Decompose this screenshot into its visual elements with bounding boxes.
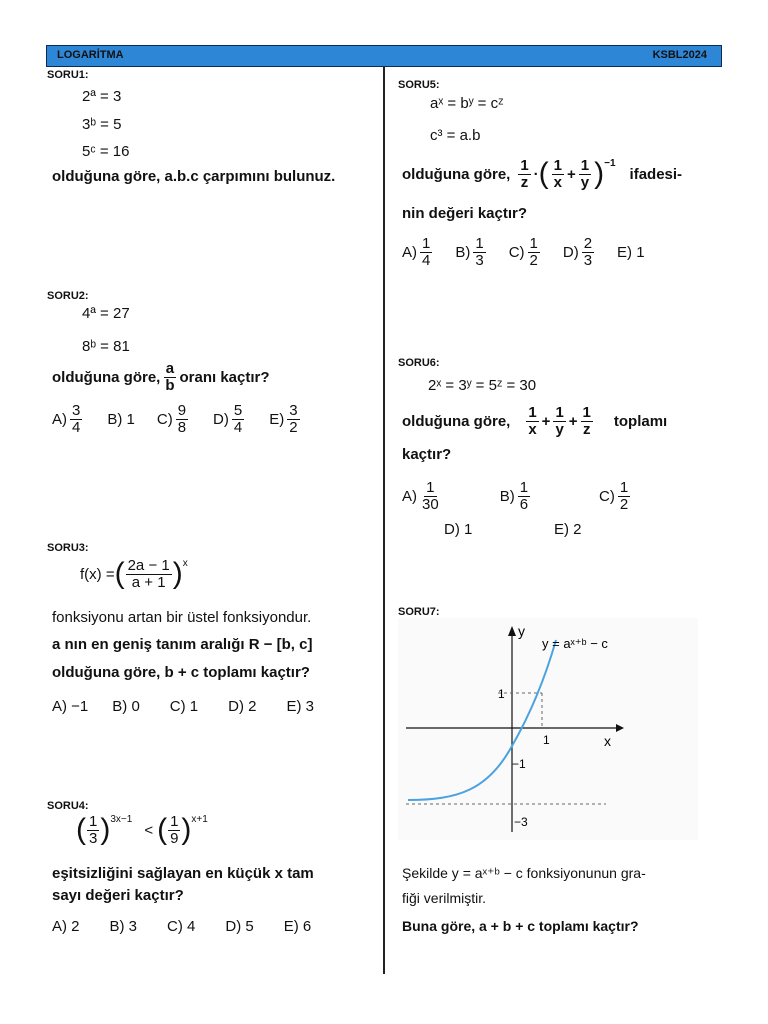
q6-option-d: D) 1 bbox=[444, 521, 473, 538]
q5-text-post: ifadesi- bbox=[629, 165, 683, 183]
q2-text-post: oranı kaçtır? bbox=[179, 368, 270, 386]
q5-exp: −1 bbox=[604, 158, 616, 169]
q2-option-e-num: 3 bbox=[289, 402, 298, 419]
q6-option-b-den: 6 bbox=[519, 495, 529, 513]
q6-line2: kaçtır? bbox=[402, 446, 452, 463]
q5-options bbox=[402, 236, 667, 269]
q3-function: f(x) = ( $\frac{2a - 1}{a + 1}$ ) $^x$ bbox=[80, 557, 188, 591]
q5-option-c-label: C) bbox=[508, 243, 525, 261]
q6-option-b-label: B) bbox=[499, 487, 515, 505]
q7-label: SORU7: bbox=[398, 606, 440, 618]
q3-option-e: E) 3 bbox=[286, 698, 314, 715]
q1-eq1: 2ª = 3 bbox=[82, 88, 122, 105]
q6-option-c bbox=[599, 480, 633, 513]
tick-x-1: 1 bbox=[543, 733, 550, 747]
q3-options bbox=[52, 698, 336, 715]
q4-right-den: 9 bbox=[170, 829, 179, 847]
q6-option-c-num: 1 bbox=[619, 479, 629, 496]
q2-question bbox=[52, 361, 270, 394]
q5-option-d-label: D) bbox=[562, 243, 579, 261]
q6-option-b-num: 1 bbox=[519, 479, 529, 496]
header-code: KSBL2024 bbox=[652, 49, 707, 61]
tick-y-1: 1 bbox=[498, 687, 505, 701]
q2-option-b: B) 1 bbox=[107, 410, 135, 428]
q4-right-num: 1 bbox=[170, 813, 179, 830]
q3-option-d: D) 2 bbox=[228, 698, 257, 715]
y-axis-label: y bbox=[518, 623, 525, 639]
q7-line2: fiği verilmiştir. bbox=[402, 890, 487, 906]
q5-line2: nin değeri kaçtır? bbox=[402, 205, 528, 222]
q5-x-num: 1 bbox=[553, 157, 563, 174]
q3-line3: olduğuna göre, b + c toplamı kaçtır? bbox=[52, 664, 310, 681]
q2-option-c-label: C) bbox=[156, 410, 173, 428]
q4-options bbox=[52, 918, 333, 935]
q2-option-a-label: A) bbox=[52, 410, 67, 428]
q2-option-e bbox=[269, 403, 302, 436]
q3-label: SORU3: bbox=[47, 542, 89, 554]
q5-option-c bbox=[509, 236, 543, 269]
q5-option-b bbox=[455, 236, 488, 269]
q3-line1: fonksiyonu artan bir üstel fonksiyondur. bbox=[52, 609, 312, 626]
q2-option-a-num: 3 bbox=[72, 402, 81, 419]
q5-x-den: x bbox=[553, 173, 563, 191]
q1-eq3: 5ᶜ = 16 bbox=[82, 143, 130, 160]
q5-y-den: y bbox=[580, 173, 590, 191]
q2-options bbox=[52, 403, 325, 436]
q5-label: SORU5: bbox=[398, 79, 440, 91]
q4-line2: sayı değeri kaçtır? bbox=[52, 887, 184, 904]
q5-option-b-label: B) bbox=[455, 243, 471, 261]
q6-option-a-num: 1 bbox=[426, 479, 435, 496]
q4-option-d: D) 5 bbox=[225, 918, 254, 935]
q2-option-e-label: E) bbox=[269, 410, 285, 428]
q5-option-a-label: A) bbox=[402, 243, 417, 261]
q3-exp: x bbox=[182, 558, 188, 569]
q4-left-den: 3 bbox=[89, 829, 98, 847]
q6-y-den: y bbox=[555, 420, 564, 438]
q2-option-d-label: D) bbox=[213, 410, 229, 428]
q6-text-post: toplamı bbox=[613, 412, 668, 430]
q5-option-c-num: 1 bbox=[529, 235, 538, 252]
q2-option-d-den: 4 bbox=[233, 418, 243, 436]
q2-option-a-den: 4 bbox=[72, 418, 81, 436]
q5-z-num: 1 bbox=[520, 157, 529, 174]
q2-eq1: 4ª = 27 bbox=[82, 305, 130, 322]
q1-eq2: 3ᵇ = 5 bbox=[82, 116, 122, 133]
q2-fraction bbox=[163, 361, 176, 394]
q2-text-pre: olduğuna göre, bbox=[52, 368, 161, 386]
q4-option-e: E) 6 bbox=[283, 918, 312, 935]
q2-option-a bbox=[52, 403, 85, 436]
q3-num: 2a − 1 bbox=[127, 557, 170, 574]
q2-option-c-den: 8 bbox=[177, 418, 187, 436]
q6-option-a-den: 30 bbox=[422, 495, 439, 513]
q5-option-e: E) 1 bbox=[617, 243, 645, 261]
q6-option-c-label: C) bbox=[599, 487, 615, 505]
q2-option-e-den: 2 bbox=[289, 418, 298, 436]
q6-option-a bbox=[402, 480, 444, 513]
q2-option-c bbox=[157, 403, 191, 436]
q5-option-b-num: 1 bbox=[475, 235, 484, 252]
tick-neg3: −3 bbox=[514, 815, 528, 829]
q6-question: olduğuna göre, $\frac{1}{x}$ + $\frac{1}{y}$ + $\frac{1}{z}$ toplamı bbox=[402, 404, 668, 438]
q6-label: SORU6: bbox=[398, 357, 440, 369]
q6-options-row1 bbox=[402, 480, 655, 513]
x-axis-label: x bbox=[604, 733, 611, 749]
q5-text-pre: olduğuna göre, bbox=[402, 165, 511, 183]
q5-option-d bbox=[563, 236, 597, 269]
q3-option-b: B) 0 bbox=[112, 698, 140, 715]
q2-option-d bbox=[213, 403, 247, 436]
q2-frac-num: a bbox=[165, 360, 175, 377]
function-label: y = aˣ⁺ᵇ − c bbox=[542, 636, 608, 651]
q7-line3: Buna göre, a + b + c toplamı kaçtır? bbox=[402, 918, 639, 934]
q4-option-a: A) 2 bbox=[52, 918, 80, 935]
q5-option-c-den: 2 bbox=[529, 251, 538, 269]
q1-text: olduğuna göre, a.b.c çarpımını bulunuz. bbox=[52, 168, 336, 185]
q7-graph bbox=[398, 618, 698, 840]
q4-option-b: B) 3 bbox=[109, 918, 138, 935]
q5-option-b-den: 3 bbox=[475, 251, 484, 269]
header-bar bbox=[46, 45, 722, 67]
q3-option-a: A) −1 bbox=[52, 698, 89, 715]
q1-label: SORU1: bbox=[47, 69, 89, 81]
q7-line1: Şekilde y = aˣ⁺ᵇ − c fonksiyonunun gra- bbox=[402, 865, 646, 881]
q6-option-b bbox=[500, 480, 533, 513]
q6-option-e: E) 2 bbox=[554, 521, 582, 538]
q6-option-a-label: A) bbox=[402, 487, 417, 505]
q6-x-num: 1 bbox=[528, 404, 537, 421]
q3-den: a + 1 bbox=[131, 573, 166, 591]
q6-text-pre: olduğuna göre, bbox=[402, 412, 511, 430]
q4-inequality: ( $\frac{1}{3}$ ) $^{3x-1}$ < ( $\frac{1}{9}$ ) $^{x+1}$ bbox=[76, 813, 208, 847]
q4-lt: < bbox=[144, 821, 154, 839]
q6-z-num: 1 bbox=[582, 404, 591, 421]
q4-right-exp: x+1 bbox=[191, 814, 208, 825]
q4-left-num: 1 bbox=[89, 813, 98, 830]
q5-option-d-num: 2 bbox=[583, 235, 593, 252]
q6-eq: 2ˣ = 3ʸ = 5ᶻ = 30 bbox=[428, 377, 537, 394]
q5-option-a-num: 1 bbox=[422, 235, 431, 252]
q5-eq2: c³ = a.b bbox=[430, 127, 481, 144]
q3-option-c: C) 1 bbox=[169, 698, 199, 715]
tick-neg1: −1 bbox=[512, 757, 526, 771]
q5-option-a-den: 4 bbox=[422, 251, 431, 269]
q2-frac-den: b bbox=[165, 376, 175, 394]
q4-left-exp: 3x−1 bbox=[110, 814, 133, 825]
q6-option-c-den: 2 bbox=[619, 495, 629, 513]
q2-option-c-num: 9 bbox=[177, 402, 187, 419]
q4-label: SORU4: bbox=[47, 800, 89, 812]
q6-x-den: x bbox=[528, 420, 537, 438]
q5-y-num: 1 bbox=[580, 157, 590, 174]
q6-z-den: z bbox=[582, 420, 591, 438]
q5-question: olduğuna göre, $\frac{1}{z}$ · ( $\frac{1}{x}$ + $\frac{1}{y}$ ) $^{-1}$ ifadesi- bbox=[402, 157, 683, 191]
q5-z-den: z bbox=[520, 173, 529, 191]
q2-option-d-num: 5 bbox=[233, 402, 243, 419]
q6-y-num: 1 bbox=[555, 404, 564, 421]
q4-line1: eşitsizliğini sağlayan en küçük x tam bbox=[52, 865, 314, 882]
q3-line2: a nın en geniş tanım aralığı R − [b, c] bbox=[52, 636, 313, 653]
q5-option-a bbox=[402, 236, 435, 269]
q5-eq1: aˣ = bʸ = cᶻ bbox=[430, 95, 504, 112]
q5-option-d-den: 3 bbox=[583, 251, 593, 269]
q3-f: f(x) = bbox=[80, 565, 115, 583]
q4-option-c: C) 4 bbox=[167, 918, 196, 935]
q2-label: SORU2: bbox=[47, 290, 89, 302]
column-divider bbox=[383, 67, 385, 974]
q2-eq2: 8ᵇ = 81 bbox=[82, 338, 130, 355]
header-topic: LOGARİTMA bbox=[57, 49, 124, 61]
